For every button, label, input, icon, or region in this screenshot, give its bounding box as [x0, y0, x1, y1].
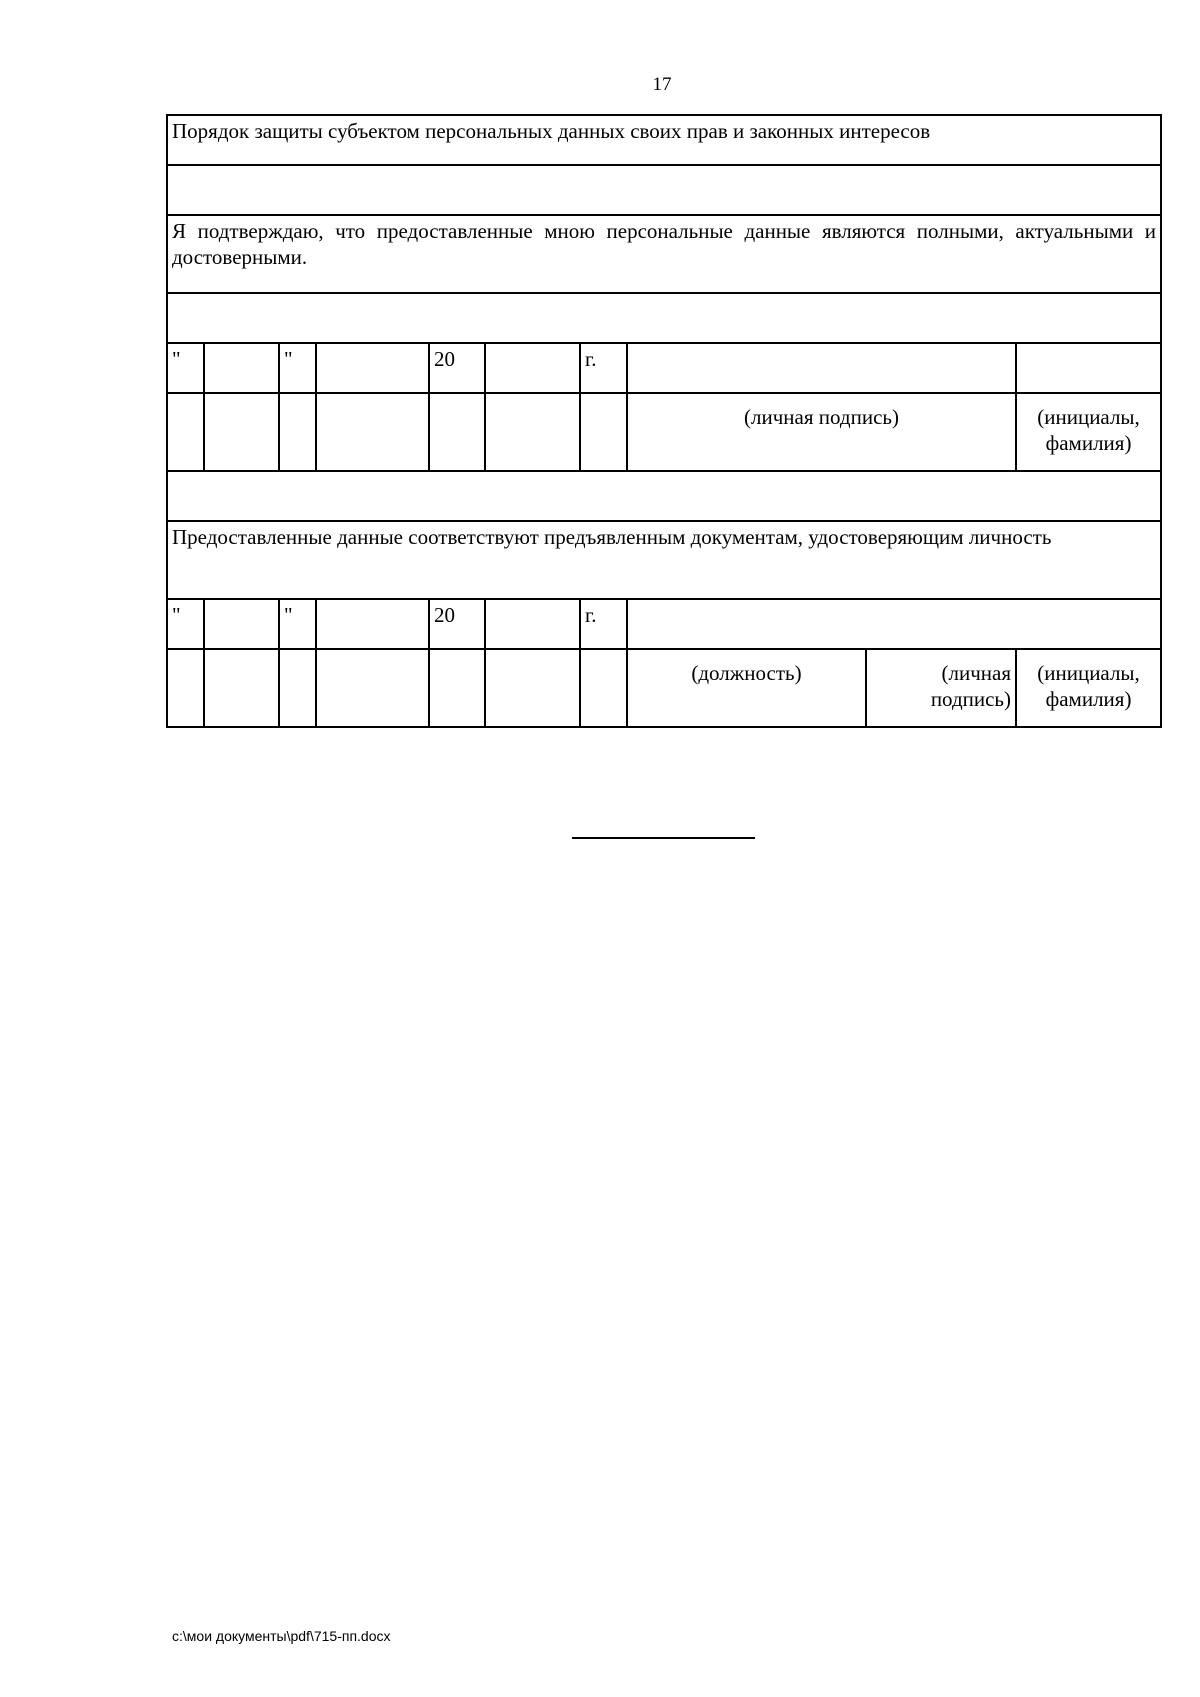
empty-cell: [580, 393, 627, 471]
official-date-row: [167, 599, 1161, 649]
confirmation-text: Я подтверждаю, что предоставленные мною персональные данные являются полными, актуальными и достоверными.: [167, 215, 1161, 293]
empty-cell: [167, 393, 204, 471]
official-name-caption: (инициалы, фамилия): [1016, 649, 1161, 727]
empty-cell: [167, 165, 1161, 215]
year-prefix: 20: [429, 343, 485, 393]
confirmation-row: [167, 215, 1161, 293]
empty-row: [167, 471, 1161, 521]
empty-cell: [167, 471, 1161, 521]
subject-signature-field[interactable]: [627, 343, 1016, 393]
month-field[interactable]: [316, 343, 429, 393]
subject-signature-caption: (личная подпись): [627, 393, 1016, 471]
empty-cell: [167, 649, 204, 727]
official-signature-block-field[interactable]: [627, 599, 1161, 649]
end-of-document-rule: [572, 837, 755, 839]
subject-date-row: [167, 343, 1161, 393]
date-quote-open: ": [167, 599, 204, 649]
year-prefix: 20: [429, 599, 485, 649]
empty-cell: [429, 649, 485, 727]
empty-cell: [429, 393, 485, 471]
empty-row: [167, 165, 1161, 215]
protection-order-text: Порядок защиты субъектом персональных данных своих прав и законных интересов: [167, 115, 1161, 165]
subject-caption-row: [167, 393, 1161, 471]
subject-name-field[interactable]: [1016, 343, 1161, 393]
official-caption-row: [167, 649, 1161, 727]
empty-cell: [316, 393, 429, 471]
protection-order-row: [167, 115, 1161, 165]
empty-row: [167, 293, 1161, 343]
year-suffix: г.: [580, 343, 627, 393]
official-position-caption: (должность): [627, 649, 866, 727]
empty-cell: [580, 649, 627, 727]
official-signature-caption: (личная подпись): [866, 649, 1016, 727]
empty-cell: [167, 293, 1161, 343]
empty-cell: [485, 393, 580, 471]
empty-cell: [279, 393, 316, 471]
empty-cell: [316, 649, 429, 727]
empty-cell: [204, 649, 279, 727]
year-field[interactable]: [485, 343, 580, 393]
footer-file-path: c:\мои документы\pdf\715-пп.docx: [172, 1628, 391, 1644]
documents-match-row: [167, 521, 1161, 599]
documents-match-text: Предоставленные данные соответствуют предъявленным документам, удостоверяющим личность: [167, 521, 1161, 599]
year-suffix: г.: [580, 599, 627, 649]
consent-form-table: [166, 114, 1162, 728]
subject-name-caption: (инициалы, фамилия): [1016, 393, 1161, 471]
year-field[interactable]: [485, 599, 580, 649]
day-field[interactable]: [204, 343, 279, 393]
empty-cell: [204, 393, 279, 471]
day-field[interactable]: [204, 599, 279, 649]
date-quote-open: ": [167, 343, 204, 393]
empty-cell: [485, 649, 580, 727]
month-field[interactable]: [316, 599, 429, 649]
date-quote-close: ": [279, 599, 316, 649]
page-number: 17: [652, 74, 672, 95]
date-quote-close: ": [279, 343, 316, 393]
empty-cell: [279, 649, 316, 727]
